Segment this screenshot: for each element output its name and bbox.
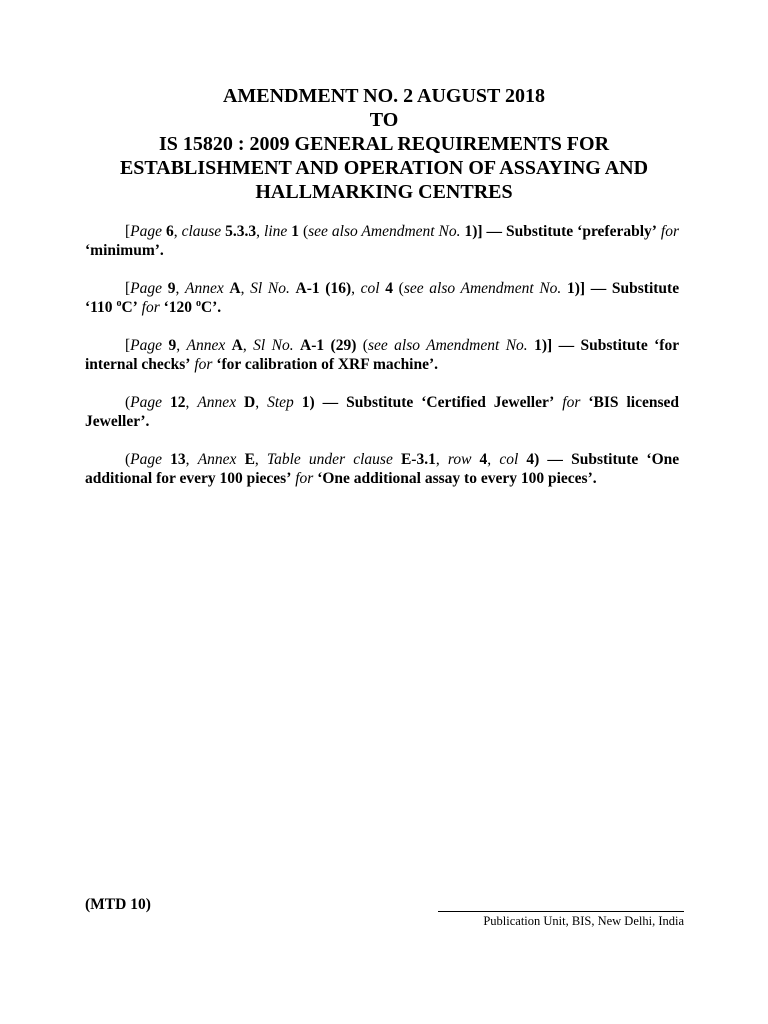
amendment-item-3: [Page 9, Annex A, Sl No. A-1 (29) (see also Amendment No. 1)] — Substitute ‘for internal checks’ for ‘for calibration of XRF machine’. xyxy=(85,337,680,373)
footer-divider xyxy=(438,911,684,912)
title-standard-line: HALLMARKING CENTRES xyxy=(255,181,513,203)
amendment-item-4: (Page 12, Annex D, Step 1) — Substitute ‘Certified Jeweller’ for ‘BIS licensed Jeweller’. xyxy=(85,394,679,430)
title-to: TO xyxy=(369,109,399,131)
title-standard-line: IS 15820 : 2009 GENERAL REQUIREMENTS FOR xyxy=(158,133,610,155)
title-standard-line: ESTABLISHMENT AND OPERATION OF ASSAYING AND xyxy=(119,157,649,179)
title-amendment-number: AMENDMENT NO. 2 AUGUST 2018 xyxy=(222,85,546,107)
amendment-list xyxy=(85,222,679,507)
document-title xyxy=(60,84,708,204)
committee-reference: (MTD 10) xyxy=(85,896,151,913)
amendment-item-2: [Page 9, Annex A, Sl No. A-1 (16), col 4 (see also Amendment No. 1)] — Substitute ‘110 $^o$C’ for ‘120 $^o$C’. xyxy=(85,280,680,316)
amendment-item-5: (Page 13, Annex E, Table under clause E-3.1, row 4, col 4) — Substitute ‘One additional for every 100 pieces’ for ‘One additional assay to every 100 pieces’. xyxy=(85,451,680,487)
publisher-line: Publication Unit, BIS, New Delhi, India xyxy=(483,914,684,928)
amendment-item-1: [Page 6, clause 5.3.3, line 1 (see also Amendment No. 1)] — Substitute ‘preferably’ for ‘minimum’. xyxy=(85,223,679,259)
